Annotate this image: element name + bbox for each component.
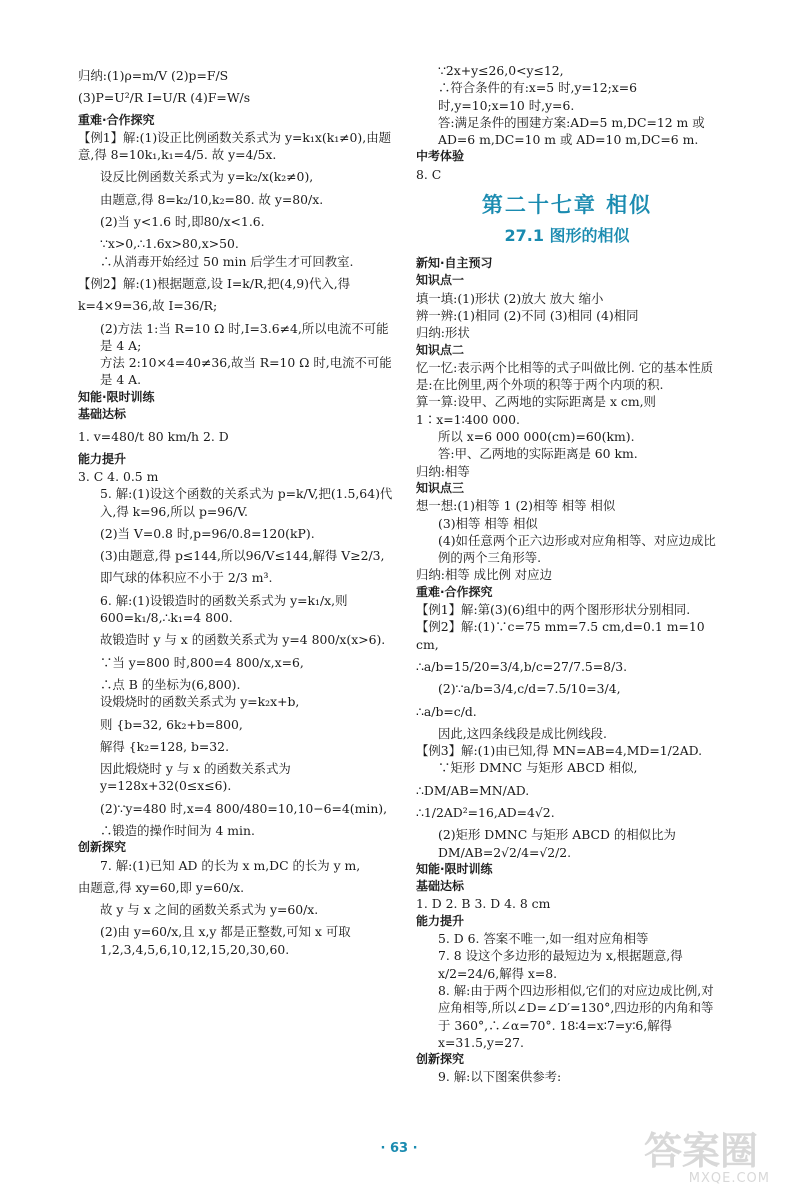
right-column bbox=[416, 62, 718, 1086]
text-line: ∴DM/AB=MN/AD. bbox=[416, 782, 530, 798]
text-line: 【例1】解:第(3)(6)组中的两个图形形状分别相同. bbox=[416, 602, 691, 618]
text-line: 1. D 2. B 3. D 4. 8 cm bbox=[416, 896, 551, 912]
right-column-top bbox=[416, 62, 718, 183]
section-heading: 能力提升 bbox=[78, 451, 127, 466]
left-column bbox=[78, 62, 396, 958]
section-heading: 重难·合作探究 bbox=[416, 584, 493, 599]
text-line: ∵2x+y≤26,0<y≤12, bbox=[438, 63, 564, 78]
text-line: (3)由题意,得 p≤144,所以96/V≤144,解得 V≥2/3, bbox=[100, 548, 385, 564]
section-heading: 重难·合作探究 bbox=[78, 112, 155, 127]
watermark-logo bbox=[626, 1120, 776, 1190]
text-line: 3. C 4. 0.5 m bbox=[78, 468, 159, 484]
text-line: 由题意,得 xy=60,即 y=60/x. bbox=[78, 879, 245, 895]
text-line: (3)相等 相等 相似 bbox=[438, 515, 538, 531]
text-line: 8. C bbox=[416, 166, 442, 182]
text-line: (2)当 V=0.8 时,p=96/0.8=120(kP). bbox=[100, 525, 315, 541]
text-line: (3)P=U²/R I=U/R (4)F=W/s bbox=[78, 90, 251, 106]
text-line: ∴a/b=15/20=3/4,b/c=27/7.5=8/3. bbox=[416, 658, 628, 674]
right-column-body bbox=[416, 255, 718, 1086]
text-line: (2)方法 1:当 R=10 Ω 时,I=3.6≠4,所以电流不可能是 4 A; bbox=[100, 320, 389, 353]
section-heading: 知识点二 bbox=[416, 342, 465, 357]
text-line: 5. 解:(1)设这个函数的关系式为 p=k/V,把(1.5,64)代入,得 k=96,所以 p=96/V. bbox=[100, 486, 393, 519]
text-line: ∴a/b=c/d. bbox=[416, 703, 477, 719]
text-line: 忆一忆:表示两个比相等的式子叫做比例. 它的基本性质是:在比例里,两个外项的积等于两个内项的积. bbox=[416, 359, 714, 393]
text-line: 所以 x=6 000 000(cm)=60(km). bbox=[438, 429, 635, 445]
section-heading: 创新探究 bbox=[416, 1052, 465, 1067]
text-line: (2)当 y<1.6 时,即80/x<1.6. bbox=[100, 214, 265, 230]
text-line: 答:满足条件的围建方案:AD=5 m,DC=12 m 或 AD=6 m,DC=10 m 或 AD=10 m,DC=6 m. bbox=[438, 114, 705, 148]
watermark-sub: MXQE.COM bbox=[688, 1171, 770, 1186]
text-line: 9. 解:以下图案供参考: bbox=[438, 1069, 562, 1085]
text-line: 归纳:相等 bbox=[416, 463, 470, 479]
text-line: 想一想:(1)相等 1 (2)相等 相等 相似 bbox=[416, 498, 616, 514]
text-line: 7. 8 设这个多边形的最短边为 x,根据题意,得 x/2=24/6,解得 x=8. bbox=[438, 948, 683, 981]
text-line: ∴1/2AD²=16,AD=4√2. bbox=[416, 804, 555, 820]
text-line: 【例1】解:(1)设正比例函数关系式为 y=k₁x(k₁≠0),由题意,得 8=10k₁,k₁=4/5. 故 y=4/5x. bbox=[78, 129, 391, 163]
section-heading: 能力提升 bbox=[416, 913, 465, 928]
section-heading: 基础达标 bbox=[78, 407, 127, 422]
text-line: 7. 解:(1)已知 AD 的长为 x m,DC 的长为 y m, bbox=[100, 857, 361, 873]
text-line: 归纳:(1)ρ=m/V (2)p=F/S bbox=[78, 68, 229, 83]
page-number: · 63 · bbox=[380, 1141, 418, 1156]
text-line: 因此煅烧时 y 与 x 的函数关系式为 y=128x+32(0≤x≤6). bbox=[100, 761, 291, 794]
text-line: 故锻造时 y 与 x 的函数关系式为 y=4 800/x(x>6). bbox=[100, 632, 386, 648]
text-line: 6. 解:(1)设锻造时的函数关系式为 y=k₁/x,则600=k₁/8,∴k₁=4 800. bbox=[100, 592, 348, 626]
text-line: (2)由 y=60/x,且 x,y 都是正整数,可知 x 可取 1,2,3,4,5,6,10,12,15,20,30,60. bbox=[100, 924, 351, 957]
section-heading: 创新探究 bbox=[78, 840, 127, 855]
text-line: 辨一辨:(1)相同 (2)不同 (3)相同 (4)相同 bbox=[416, 307, 639, 323]
text-line: k=4×9=36,故 I=36/R; bbox=[78, 298, 218, 314]
watermark-main: 答案圈 bbox=[643, 1129, 758, 1173]
text-line: (2)矩形 DMNC 与矩形 ABCD 的相似比为 DM/AB=2√2/4=√2/2. bbox=[438, 827, 676, 860]
text-line: (4)如任意两个正六边形或对应角相等、对应边成比例的两个三角形等. bbox=[438, 532, 716, 566]
text-line: 设反比例函数关系式为 y=k₂/x(k₂≠0), bbox=[100, 169, 314, 185]
text-line: ∵当 y=800 时,800=4 800/x,x=6, bbox=[100, 654, 304, 670]
section-heading: 新知·自主预习 bbox=[416, 256, 493, 271]
text-line: 【例2】解:(1)根据题意,设 I=k/R,把(4,9)代入,得 bbox=[78, 275, 351, 291]
text-line: 方法 2:10×4=40≠36,故当 R=10 Ω 时,电流不可能是 4 A. bbox=[100, 355, 392, 388]
text-line: 答:甲、乙两地的实际距离是 60 km. bbox=[438, 446, 638, 462]
text-line: 归纳:相等 成比例 对应边 bbox=[416, 567, 552, 583]
section-heading: 知能·限时训练 bbox=[78, 389, 155, 404]
text-line: ∴锻造的操作时间为 4 min. bbox=[100, 822, 255, 838]
text-line: ∴符合条件的有:x=5 时,y=12;x=6 时,y=10;x=10 时,y=6. bbox=[438, 80, 638, 113]
section-heading: 中考体验 bbox=[416, 149, 465, 164]
text-line: 5. D 6. 答案不唯一,如一组对应角相等 bbox=[438, 931, 649, 947]
text-line: ∵x>0,∴1.6x>80,x>50. bbox=[100, 236, 239, 252]
text-line: 算一算:设甲、乙两地的实际距离是 x cm,则 1∶x=1∶400 000. bbox=[416, 394, 656, 427]
section-title: 27.1 图形的相似 bbox=[504, 226, 630, 246]
text-line: ∵矩形 DMNC 与矩形 ABCD 相似, bbox=[438, 760, 638, 776]
text-line: 故 y 与 x 之间的函数关系式为 y=60/x. bbox=[100, 902, 319, 918]
section-heading: 基础达标 bbox=[416, 879, 465, 894]
text-line: 【例2】解:(1)∵c=75 mm=7.5 cm,d=0.1 m=10 cm, bbox=[416, 619, 705, 652]
section-heading: 知识点一 bbox=[416, 273, 465, 288]
text-line: 归纳:形状 bbox=[416, 325, 470, 341]
section-heading: 知能·限时训练 bbox=[416, 861, 493, 876]
text-line: (2)∵y=480 时,x=4 800/480=10,10−6=4(min), bbox=[100, 800, 388, 816]
text-line: 解得 {k₂=128, b=32. bbox=[100, 738, 230, 754]
text-line: 设煅烧时的函数关系式为 y=k₂x+b, bbox=[100, 694, 300, 710]
text-line: 填一填:(1)形状 (2)放大 放大 缩小 bbox=[416, 290, 604, 306]
text-line: (2)∵a/b=3/4,c/d=7.5/10=3/4, bbox=[438, 681, 621, 697]
text-line: 【例3】解:(1)由已知,得 MN=AB=4,MD=1/2AD. bbox=[416, 743, 703, 759]
section-heading: 知识点三 bbox=[416, 480, 465, 495]
text-line: 1. v=480/t 80 km/h 2. D bbox=[78, 429, 229, 445]
text-line: 8. 解:由于两个四边形相似,它们的对应边成比例,对应角相等,所以∠D=∠D′=130°,四边形的内角和等于 360°,∴∠α=70°. 18∶4=x∶7=y∶6,解得 x=31.5,y=27. bbox=[438, 982, 714, 1050]
chapter-title: 第二十七章 相似 bbox=[481, 193, 653, 218]
text-line: ∴点 B 的坐标为(6,800). bbox=[100, 676, 241, 692]
text-line: ∴从消毒开始经过 50 min 后学生才可回教室. bbox=[100, 253, 354, 269]
text-line: 则 {b=32, 6k₂+b=800, bbox=[100, 716, 243, 732]
text-line: 即气球的体积应不小于 2/3 m³. bbox=[100, 570, 273, 586]
text-line: 因此,这四条线段是成比例线段. bbox=[438, 725, 607, 741]
text-line: 由题意,得 8=k₂/10,k₂=80. 故 y=80/x. bbox=[100, 191, 324, 207]
